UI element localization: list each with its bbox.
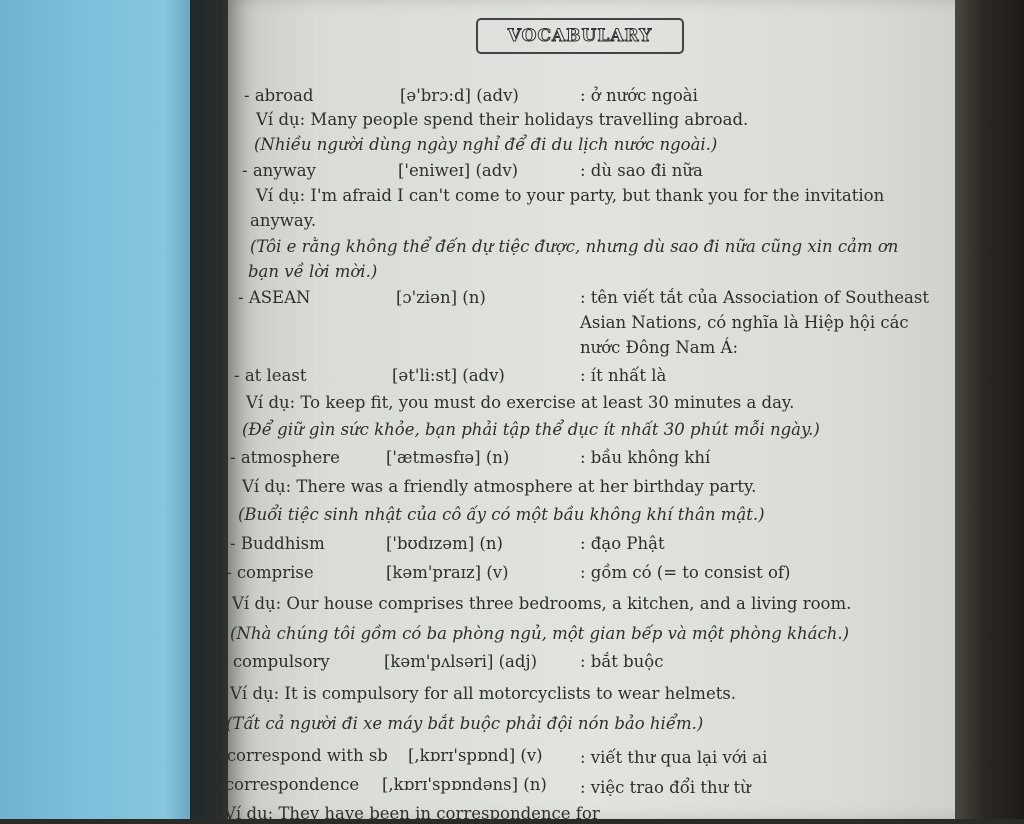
entry-word: - Buddhism [230, 534, 325, 553]
example-sentence: Ví dụ: They have been in correspondence for [224, 804, 600, 823]
entry-word: - compulsory [222, 652, 330, 671]
entry-word: - at least [234, 366, 307, 385]
entry-meaning: : bắt buộc [580, 652, 664, 671]
entry-meaning-cont: Asian Nations, có nghĩa là Hiệp hội các [580, 313, 909, 332]
entry-word: - abroad [244, 86, 314, 105]
example-sentence-cont: anyway. [250, 211, 317, 230]
example-translation: (Nhiều người dùng ngày nghỉ để đi du lịch nước ngoài.) [254, 135, 718, 154]
example-translation-cont: bạn về lời mời.) [248, 262, 378, 281]
entry-pronunciation: ['bʊdɪzəm] (n) [386, 534, 503, 553]
example-translation: (Tôi e rằng không thể đến dự tiệc được, nhưng dù sao đi nữa cũng xin cảm ơn [250, 237, 899, 256]
entry-pronunciation: [,kɒrɪ'spɒnd] (v) [408, 746, 543, 765]
entry-meaning: : bầu không khí [580, 448, 711, 467]
entry-pronunciation: [ət'li:st] (adv) [392, 366, 505, 385]
entry-word: - atmosphere [230, 448, 340, 467]
entry-meaning: : việc trao đổi thư từ [580, 778, 751, 797]
entry-meaning: : viết thư qua lại với ai [580, 748, 768, 767]
entry-word: - ASEAN [238, 288, 311, 307]
entry-meaning: : ít nhất là [580, 366, 667, 385]
example-translation: (Để giữ gìn sức khỏe, bạn phải tập thể dục ít nhất 30 phút mỗi ngày.) [242, 420, 820, 439]
vocabulary-title-box [476, 18, 684, 54]
entry-word: - comprise [226, 563, 314, 582]
example-sentence: Ví dụ: To keep fit, you must do exercise at least 30 minutes a day. [246, 393, 795, 412]
entry-pronunciation: [ə'brɔ:d] (adv) [400, 86, 519, 105]
example-sentence: Ví dụ: Our house comprises three bedrooms, a kitchen, and a living room. [232, 594, 852, 613]
example-sentence: Ví dụ: There was a friendly atmosphere at her birthday party. [242, 477, 757, 496]
entry-word: - correspond with sb [216, 746, 388, 765]
example-sentence: Ví dụ: Many people spend their holidays travelling abroad. [256, 110, 749, 129]
entry-word: - correspondence [214, 775, 360, 794]
example-sentence: Ví dụ: I'm afraid I can't come to your party, but thank you for the invitation [256, 186, 885, 205]
page-title: VOCABULARY [507, 26, 653, 46]
entry-word: - anyway [242, 161, 316, 180]
entry-pronunciation: [kəm'praɪz] (v) [386, 563, 509, 582]
entry-pronunciation: ['eniweɪ] (adv) [398, 161, 519, 180]
entry-meaning: : gồm có (= to consist of) [580, 563, 791, 582]
entry-meaning: : đạo Phật [580, 534, 665, 553]
entry-pronunciation: [,kɒrɪ'spɒndəns] (n) [382, 775, 547, 794]
page-edge [955, 0, 1024, 819]
example-translation: (Buổi tiệc sinh nhật của cô ấy có một bầu không khí thân mật.) [238, 505, 765, 524]
entry-meaning: : ở nước ngoài [580, 86, 698, 105]
entry-pronunciation: [ɔ'ziən] (n) [396, 288, 486, 307]
entry-meaning: : dù sao đi nữa [580, 161, 703, 180]
entry-pronunciation: [kəm'pʌlsəri] (adj) [384, 652, 538, 671]
example-translation: (Nhà chúng tôi gồm có ba phòng ngủ, một gian bếp và một phòng khách.) [230, 624, 850, 643]
example-translation: (Tất cả người đi xe máy bắt buộc phải đội nón bảo hiểm.) [226, 714, 704, 733]
example-sentence: Ví dụ: It is compulsory for all motorcyclists to wear helmets. [230, 684, 737, 703]
entry-pronunciation: ['ætməsfɪə] (n) [386, 448, 510, 467]
entry-meaning-cont: nước Đông Nam Á: [580, 338, 738, 357]
book-cover [0, 0, 205, 819]
entry-meaning: : tên viết tắt của Association of Southeast [580, 288, 929, 307]
